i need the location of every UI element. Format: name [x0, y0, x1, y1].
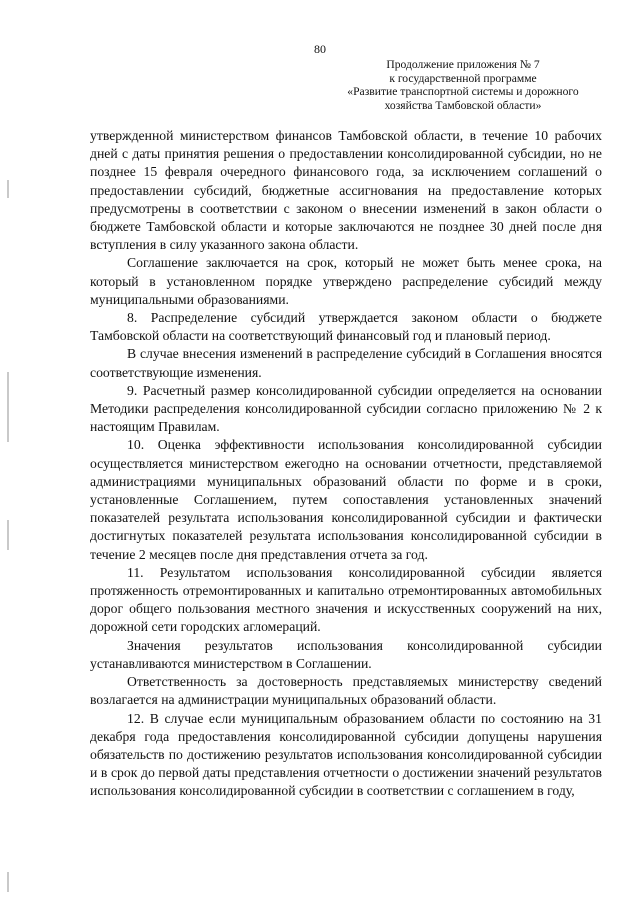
appendix-header-line: к государственной программе	[389, 71, 537, 85]
appendix-header-line: Продолжение приложения № 7	[386, 58, 540, 71]
paragraph-clause-12: 12. В случае если муниципальным образованием области по состоянию на 31 декабря года предоставления консолидированной субсидии допущены нарушения обязательств по достижению результатов использования консолидированной субсидии и в срок до первой даты представления отчетности о достижении значений результатов использования консолидированной субсидии в соответствии с соглашением в году,	[90, 710, 602, 799]
paragraph-clause-9: 9. Расчетный размер консолидированной субсидии определяется на основании Методики распределения консолидированной субсидии согласно приложению № 2 к настоящим Правилам.	[90, 382, 602, 435]
appendix-header-line: «Развитие транспортной системы и дорожного	[347, 85, 579, 98]
paragraph-clause-8: 8. Распределение субсидий утверждается законом области о бюджете Тамбовской области на соответствующий финансовый год и плановый период.	[90, 310, 602, 344]
scan-edge-mark	[7, 372, 9, 442]
appendix-header-line: хозяйства Тамбовской области»	[384, 98, 542, 112]
paragraph-clause-10: 10. Оценка эффективности использования консолидированной субсидии осуществляется министерством ежегодно на основании отчетности, представляемой администрациями муниципальных образований области по форме и в сроки, установленные Соглашением, путем сопоставления установленных значений показателей результата использования консолидированной субсидии и фактически достигнутых показателей результата использования консолидированной субсидии в течение 2 месяцев после дня представления отчета за год.	[90, 437, 602, 562]
paragraph: В случае внесения изменений в распределение субсидий в Соглашения вносятся соответствующие изменения.	[90, 346, 602, 380]
paragraph: Соглашение заключается на срок, который не может быть менее срока, на который в установленном порядке утверждено распределение субсидий между муниципальными образованиями.	[90, 255, 602, 307]
appendix-header	[332, 58, 594, 112]
page-number: 80	[314, 42, 326, 56]
body-text	[90, 127, 602, 801]
paragraph: Ответственность за достоверность представляемых министерству сведений возлагается на администрации муниципальных образований области.	[90, 674, 602, 708]
scan-edge-mark	[7, 520, 9, 550]
scan-edge-mark	[7, 872, 9, 892]
paragraph: Значения результатов использования консолидированной субсидии устанавливаются министерством в Соглашении.	[90, 637, 602, 671]
scan-edge-mark	[7, 180, 9, 198]
paragraph-clause-11: 11. Результатом использования консолидированной субсидии является протяженность отремонтированных и капитально отремонтированных автомобильных дорог общего пользования местного значения и искусственных сооружений на них, дорожной сети городских агломераций.	[90, 564, 602, 635]
paragraph-continuation: утвержденной министерством финансов Тамбовской области, в течение 10 рабочих дней с даты принятия решения о предоставлении консолидированной субсидии, но не позднее 15 февраля очередного финансового года, за исключением соглашений о предоставлении субсидий, бюджетные ассигнования на предоставление которых предусмотрены в соответствии с законом о внесении изменений в закон области о бюджете Тамбовской области и которые заключаются не позднее 30 дней после дня вступления в силу указанного закона области.	[90, 128, 602, 253]
